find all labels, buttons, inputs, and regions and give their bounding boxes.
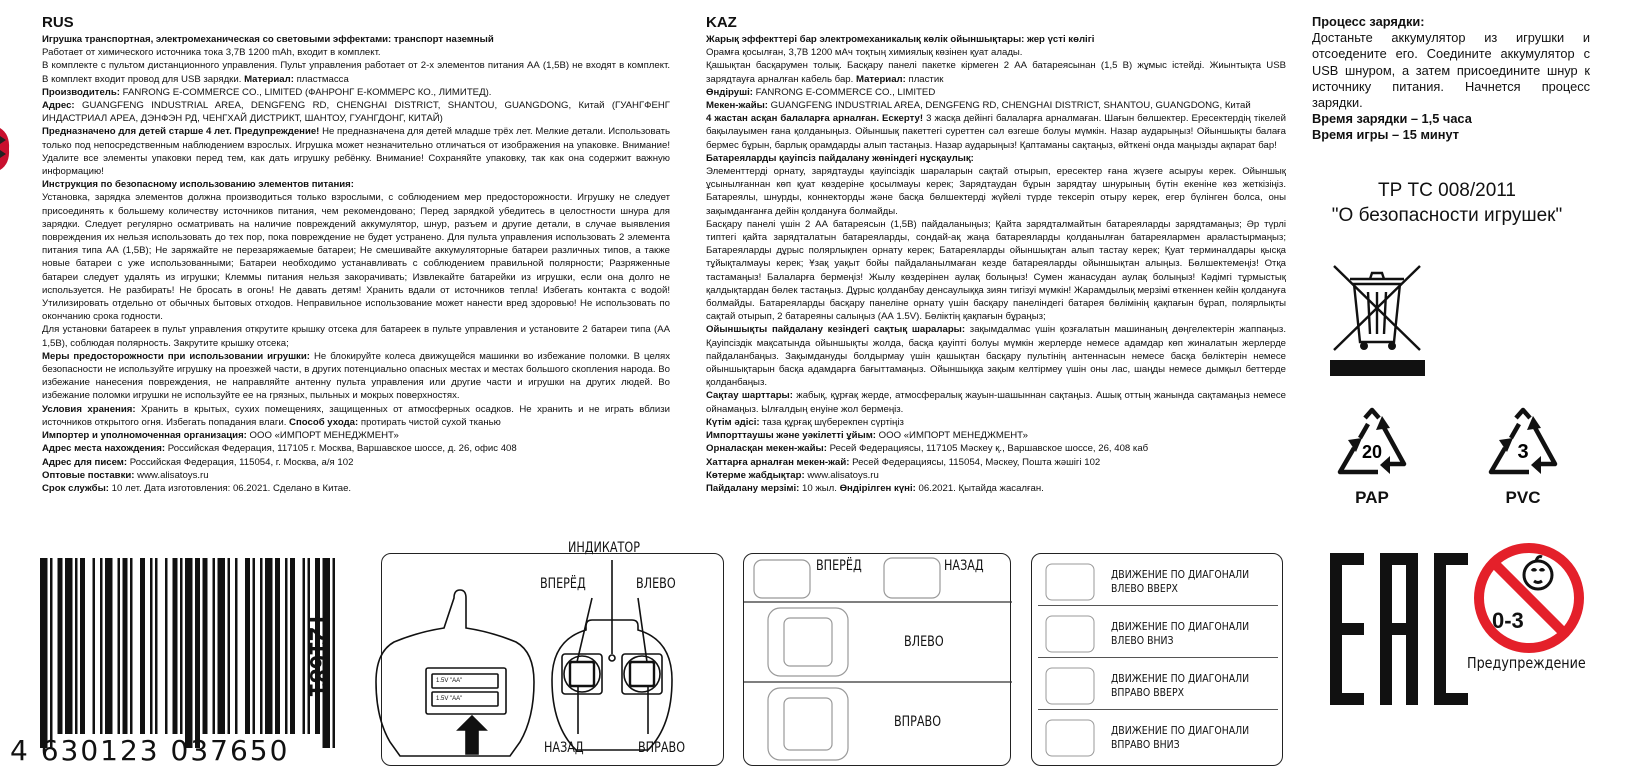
recycle-pvc-label: PVC [1505, 488, 1541, 507]
barcode-bar [130, 558, 133, 734]
play-time: Время игры – 15 минут [1312, 127, 1460, 143]
standard-block [1302, 178, 1592, 228]
barcode-bar [93, 558, 96, 734]
paragraph: Срок службы: 10 лет. Дата изготовления: 06.2021. Сделано в Китае. [42, 482, 352, 494]
barcode-bar [245, 558, 250, 734]
remote-backward-label: НАЗАД [544, 740, 584, 756]
diag-row [1038, 664, 1278, 710]
paragraph: Өндіруші: FANRONG E-COMMERCE CO., LIMITED [706, 86, 936, 98]
barcode-bar [180, 558, 183, 734]
diag-row [1038, 560, 1278, 606]
barcode-bar [75, 558, 78, 734]
eac-logo [1330, 553, 1470, 710]
rus-body [42, 33, 670, 495]
paragraph: Адрес: GUANGFENG INDUSTRIAL AREA, DENGFENG RD, CHENGHAI DISTRICT, SHANTOU, GUANGDONG, Китай (ГУАНГФЕНГ ИНДАСТРИАЛ АРЕА, ДЭНФЭН РД, ЧЕНГХАЙ ДИСТРИКТ, ШАНТОУ, ГУАНГДОНГ, КИТАЙ) [42, 100, 670, 125]
paragraph: Күтім әдісі: таза құрғақ шүберекпен сүртіңіз [706, 416, 904, 428]
barcode-bar [218, 558, 226, 734]
indicator-label: ИНДИКАТОР [568, 540, 640, 556]
barcode-bar [285, 558, 288, 734]
paragraph: В комплекте с пультом дистанционного управления. Пульт управления работает от 2-х элементов питания АА (1,5В) не входят в комплект. В комплект входит провод для USB зарядки. Материал: пластмасса [42, 60, 670, 85]
rus-heading: RUS [42, 14, 74, 31]
barcode-bar [80, 558, 85, 734]
paragraph: Адрес места нахождения: Российская Федерация, 117105 г. Москва, Варшавское шоссе, д. 26, офис 408 [42, 443, 517, 455]
charge-time: Время зарядки – 1,5 часа [1312, 111, 1472, 127]
paragraph: Производитель: FANRONG E-COMMERCE CO., LIMITED (ФАНРОНГ Е-КОММЕРС КО., ЛИМИТЕД). [42, 86, 492, 98]
paragraph: Элементтерді орнату, зарядтауды қауіпсіздік шараларын сақтай отырып, ересектер ғана жүзеге асыруы керек. Ойыншық ұсынылғаннан көп қуат көздеріне қосылмауы керек; Зарядтаудан бұрын зарядтау шнурының бүтін екеніне көз жеткізіңіз. Батареялы, шнурды, коннекторды және басқа бөлшектерді жүйелі түрде тексеріп отыру керек, егер бүлінген болса, оны зақымданғанға дейін қолдануға болмайды. [706, 166, 1286, 217]
paragraph: Условия хранения: Хранить в крытых, сухих помещениях, защищенных от атмосферных осадков. Не хранить и не играть вблизи источников открытого огня. Избегать попадания влаги. Способ ухода: протирать чистой сухой тканью [42, 403, 670, 428]
battery-label-1: 1.5V "AA" [436, 678, 463, 684]
barcode-bar [150, 558, 153, 734]
paragraph: Көтерме жабдықтар: www.alisatoys.ru [706, 469, 879, 481]
paragraph: Игрушка транспортная, электромеханическая со световыми эффектами: транспорт наземный [42, 34, 494, 45]
recycle-pap-number: 20 [1361, 442, 1383, 462]
weee-bin-icon [1330, 262, 1425, 382]
barcode-bar [100, 558, 103, 734]
barcode-bar [290, 558, 295, 734]
barcode-bar [50, 558, 53, 748]
battery-label-2: 1.5V "AA" [436, 696, 463, 702]
barcode-bar [235, 558, 238, 734]
kaz-body [706, 33, 1286, 495]
barcode-bar [140, 558, 145, 734]
barcode-bar [40, 558, 48, 748]
barcode-bar [58, 558, 63, 734]
barcode-bar [105, 558, 113, 734]
barcode-bar [228, 558, 231, 734]
red-edge-fragment [0, 128, 10, 170]
motion-panel [743, 553, 1011, 766]
recycle-pvc-number: 3 [1517, 441, 1529, 463]
charging-text: Достаньте аккумулятор из игрушки и отсоедените его. Соедините аккумулятор с USB шнуром, а затем присоедините шнур к источнику питания. Начнется процесс зарядки. [1312, 30, 1590, 111]
paragraph: Для установки батареек в пульт управления открутите крышку отсека для батареек в пульте управления и установите 2 батареи типа (АА 1,5В), соблюдая полярность. Закрутите крышку отсека; [42, 324, 670, 349]
standard-code: ТР ТС 008/2011 [1377, 180, 1516, 201]
diag-row-text: ДВИЖЕНИЕ ПО ДИАГОНАЛИ ВПРАВО ВВЕРХ [1111, 672, 1250, 699]
motion-right-label: ВПРАВО [894, 714, 942, 730]
barcode-bar [123, 558, 128, 734]
barcode-bar [203, 558, 208, 734]
remote-control-panel [381, 540, 724, 766]
age-warning-icon [1472, 541, 1586, 660]
paragraph: Импортер и уполномоченная организация: ООО «ИМПОРТ МЕНЕДЖМЕНТ» [42, 430, 399, 442]
barcode-bar [333, 558, 336, 748]
standard-name: "О безопасности игрушек" [1331, 205, 1563, 226]
paragraph: Импорттаушы және уәкілетті ұйым: ООО «ИМПОРТ МЕНЕДЖМЕНТ» [706, 430, 1028, 442]
paragraph: Қашықтан басқарумен толық. Басқару панелі пакетке кірмеген 2 АА батареясынан (1,5 В) жұмыс істейді. Жиынтықта USB зарядтауға арналған кабель бар. Материал: пластик [706, 60, 1286, 85]
charging-info [1312, 14, 1590, 144]
barcode-bar [260, 558, 263, 734]
paragraph: Ойыншықты пайдалану кезіндегі сақтық шаралары: зақымдалмас үшін қозғалатын машинаның дөңгелектерін жаппаңыз. Қауіпсіздік мақсатында ойыншықты жолда, басқа қауіпті болуы мүмкін жерлерде немесе адамдар көп жиналатын жерлерде пайдаланбаңыз. Зақымдануды болдырмау үшін қашықтан басқару пультінің антеннасын немесе басқа бөліктерін немесе ойыншықтарын басқа адамдарға бағыттамаңыз. Ойыншыққа зақым келтірмеу үшін оны лас, шаңды немесе дымқыл беттерде қолданбаңыз. [706, 324, 1286, 389]
motion-left-label: ВЛЕВО [904, 634, 944, 650]
diag-row [1038, 612, 1278, 658]
article-number: T21681 [304, 612, 332, 697]
paragraph: Мекен-жайы: GUANGFENG INDUSTRIAL AREA, DENGFENG RD, CHENGHAI DISTRICT, SHANTOU, GUANGDONG, Китай [706, 100, 1251, 112]
barcode-bar [165, 558, 168, 734]
paragraph: Хаттарға арналған мекен-жай: Ресей Федерациясы, 115054, Мәскеу, Пошта жәшігі 102 [706, 456, 1101, 468]
barcode-bar [213, 558, 216, 734]
barcode-bar [195, 558, 200, 748]
paragraph: Оптовые поставки: www.alisatoys.ru [42, 469, 209, 481]
recycle-pvc-icon [1483, 408, 1563, 507]
kaz-heading: KAZ [706, 14, 737, 31]
paragraph: Адрес для писем: Российская Федерация, 115054, г. Москва, а/я 102 [42, 456, 354, 468]
paragraph: Меры предосторожности при использовании игрушки: Не блокируйте колеса движущейся машинки во избежание поломки. В целях безопасности не используйте игрушку на проезжей части, в других потенциально опасных местах и местах большого скопления народа. Во избежание нанесения повреждения, не направляйте антенну пульта управления или другие части и игрушки на других людей. Во избежание поломки игрушки не используйте ее на грязных, пыльных и мокрых поверхностях. [42, 350, 670, 402]
paragraph: Работает от химического источника тока 3,7В 1200 mAh, входит в комплект. [42, 47, 381, 59]
paragraph: Сақтау шарттары: жабық, құрғақ жерде, атмосфералық жауын-шашыннан сақтаңыз. Ашық оттың жанында сақтамаңыз немесе ойнамаңыз. Ылғалдың енуіне жол бермеңіз. [706, 390, 1286, 415]
motion-backward-label: НАЗАД [944, 558, 984, 574]
paragraph: 4 жастан асқан балаларға арналған. Ескерту! 3 жасқа дейінгі балаларға арналмаған. Шағын бөлшектер. Ересектердің тікелей бақылауымен ғана қолданыңыз. Ойыншық пакеттегі суреттен сәл өзгеше болуы мүмкін. Назар аударыңыз! Ойыншықты балаға бермес бұрын, барлық орамдарды алып тастаңыз. Назар аударыңыз! Қаптаманы сақтаңыз, өйткені онда маңызды ақпарат бар! [706, 113, 1286, 151]
barcode-bar [155, 558, 158, 734]
warning-label: Предупреждение [1467, 654, 1586, 672]
barcode-bar [265, 558, 273, 734]
paragraph: Установка, зарядка элементов должна производиться только взрослыми, с соблюдением мер предосторожности. Игрушку не следует присоединять к большему количеству источников питания, чем рекомендовано; Перед зарядкой убедитесь в целостности шнура для зарядки. Следует регулярно осматривать на наличие повреждений аккумулятор, шнур, разъем и другие детали, в случае выявления повреждения их нельзя использовать до тех пор, пока повреждение не будет устранено. Для пульта управления использовать 2 элемента питания типа АА (1,5В); Не заряжайте не перезаряжаемые батареи; Не смешивайте аккумуляторные батареи различных типов, а также новые батареи с уже использованными; Батареи необходимо устанавливать с соблюдением правильной полярности; Разряженные батареи следует удалять из игрушки; Клеммы питания нельзя закорачивать; Извлекайте батарейки из игрушки, если она долго не используется. Не разбирать! Не бросать в огонь! Не давать детям! Хранить вдали от источников тепла! Избегать контакта с водой! Утилизировать отдельно от обычных бытовых отходов. Неправильное использование может нанести вред здоровью! Не использовать по окончанию срока годности. [42, 192, 670, 323]
diag-row-text: ДВИЖЕНИЕ ПО ДИАГОНАЛИ ВПРАВО ВНИЗ [1111, 724, 1250, 751]
barcode-bar [173, 558, 178, 734]
barcode-digits: 4 630123 037650 [10, 734, 290, 767]
remote-right-label: ВПРАВО [638, 740, 686, 756]
diag-row-text: ДВИЖЕНИЕ ПО ДИАГОНАЛИ ВЛЕВО ВНИЗ [1111, 620, 1250, 647]
paragraph: Басқару панелі үшін 2 АА батареясын (1,5В) пайдаланыңыз; Қайта зарядталмайтын батареяларды зарядтамаңыз; Әр түрлі типтегі қайта зарядталатын батареяларды, сондай-ақ жаңа батареяларды қолданылған батареялармен араластырмаңыз; Батареяларды дұрыс полярлықпен орнату керек; Батареяларды ойыншықтан алып тастау керек; Қуат терминалдары қысқа тұйықталмауы керек; Ұзақ уақыт бойы пайдаланылмаған кезде батареяларды ойыншықтан алыңыз. Бөлшектемеңіз! Отқа тастамаңыз! Балаларға бермеңіз! Жылу көздерінен аулақ болыңыз! Сумен жанасудан аулақ болыңыз! Кәдімгі тұрмыстық қалдықтардан бөлек тастаңыз. Дұрыс қолданбау денсаулыққа зиян тигізуі мүмкін! Жарамдылық мерзімі өткеннен кейін қолдануға болмайды. Батареяларды басқару панеліне орнату үшін басқару панеліндегі батарея бөлімінің қақпағын бұрап, полярлықты сақтай отырып, 2 батареяны салыңыз (АА 1.5V). Бөліктің қақпағын бұраңыз; [706, 218, 1286, 323]
barcode-bar [118, 558, 121, 734]
barcode-bar [185, 558, 193, 748]
motion-forward-label: ВПЕРЁД [816, 558, 862, 574]
barcode [40, 558, 340, 748]
barcode-bar [275, 558, 280, 734]
barcode-bar [253, 558, 256, 734]
kaz-instructions [706, 14, 1286, 495]
remote-forward-label: ВПЕРЁД [540, 576, 586, 592]
diag-row-text: ДВИЖЕНИЕ ПО ДИАГОНАЛИ ВЛЕВО ВВЕРХ [1111, 568, 1250, 595]
paragraph: Батареяларды қауіпсіз пайдалану жөніндегі нұсқаулық: [706, 152, 974, 164]
paragraph: Жарық эффекттері бар электромеханикалық көлік ойыншықтары: жер үсті көлігі [706, 34, 1095, 45]
paragraph: Пайдалану мерзімі: 10 жыл. Өндірілген күні: 06.2021. Қытайда жасалған. [706, 482, 1044, 494]
recycle-pap-icon [1332, 408, 1412, 507]
barcode-bar [65, 558, 73, 734]
paragraph: Орамға қосылған, 3,7В 1200 мАч тоқтың химиялық көзінен қуат алады. [706, 47, 1023, 59]
paragraph: Предназначено для детей старше 4 лет. Предупреждение! Не предназначена для детей младше трёх лет. Мелкие детали. Использовать только под непосредственным наблюдением взрослых. Игрушка может незначительно отличаться от изображения на упаковке. Внимание! Удалите все элементы упаковки перед тем, как дать игрушку ребёнку. Внимание! Сохраняйте упаковку, так как она содержит важную информацию! [42, 126, 671, 178]
warning-age: 0-3 [1492, 608, 1524, 633]
charging-title: Процесс зарядки: [1312, 14, 1425, 29]
paragraph: Инструкция по безопасному использованию элементов питания: [42, 179, 354, 191]
remote-left-label: ВЛЕВО [636, 576, 676, 592]
diag-row [1038, 716, 1278, 762]
paragraph: Орналасқан мекен-жайы: Ресей Федерациясы, 117105 Мәскеу қ., Варшавское шоссе, 26, 408 каб [706, 443, 1149, 455]
rus-instructions [42, 14, 670, 495]
diagonal-panel [1031, 553, 1283, 766]
recycle-pap-label: PAP [1355, 488, 1389, 507]
